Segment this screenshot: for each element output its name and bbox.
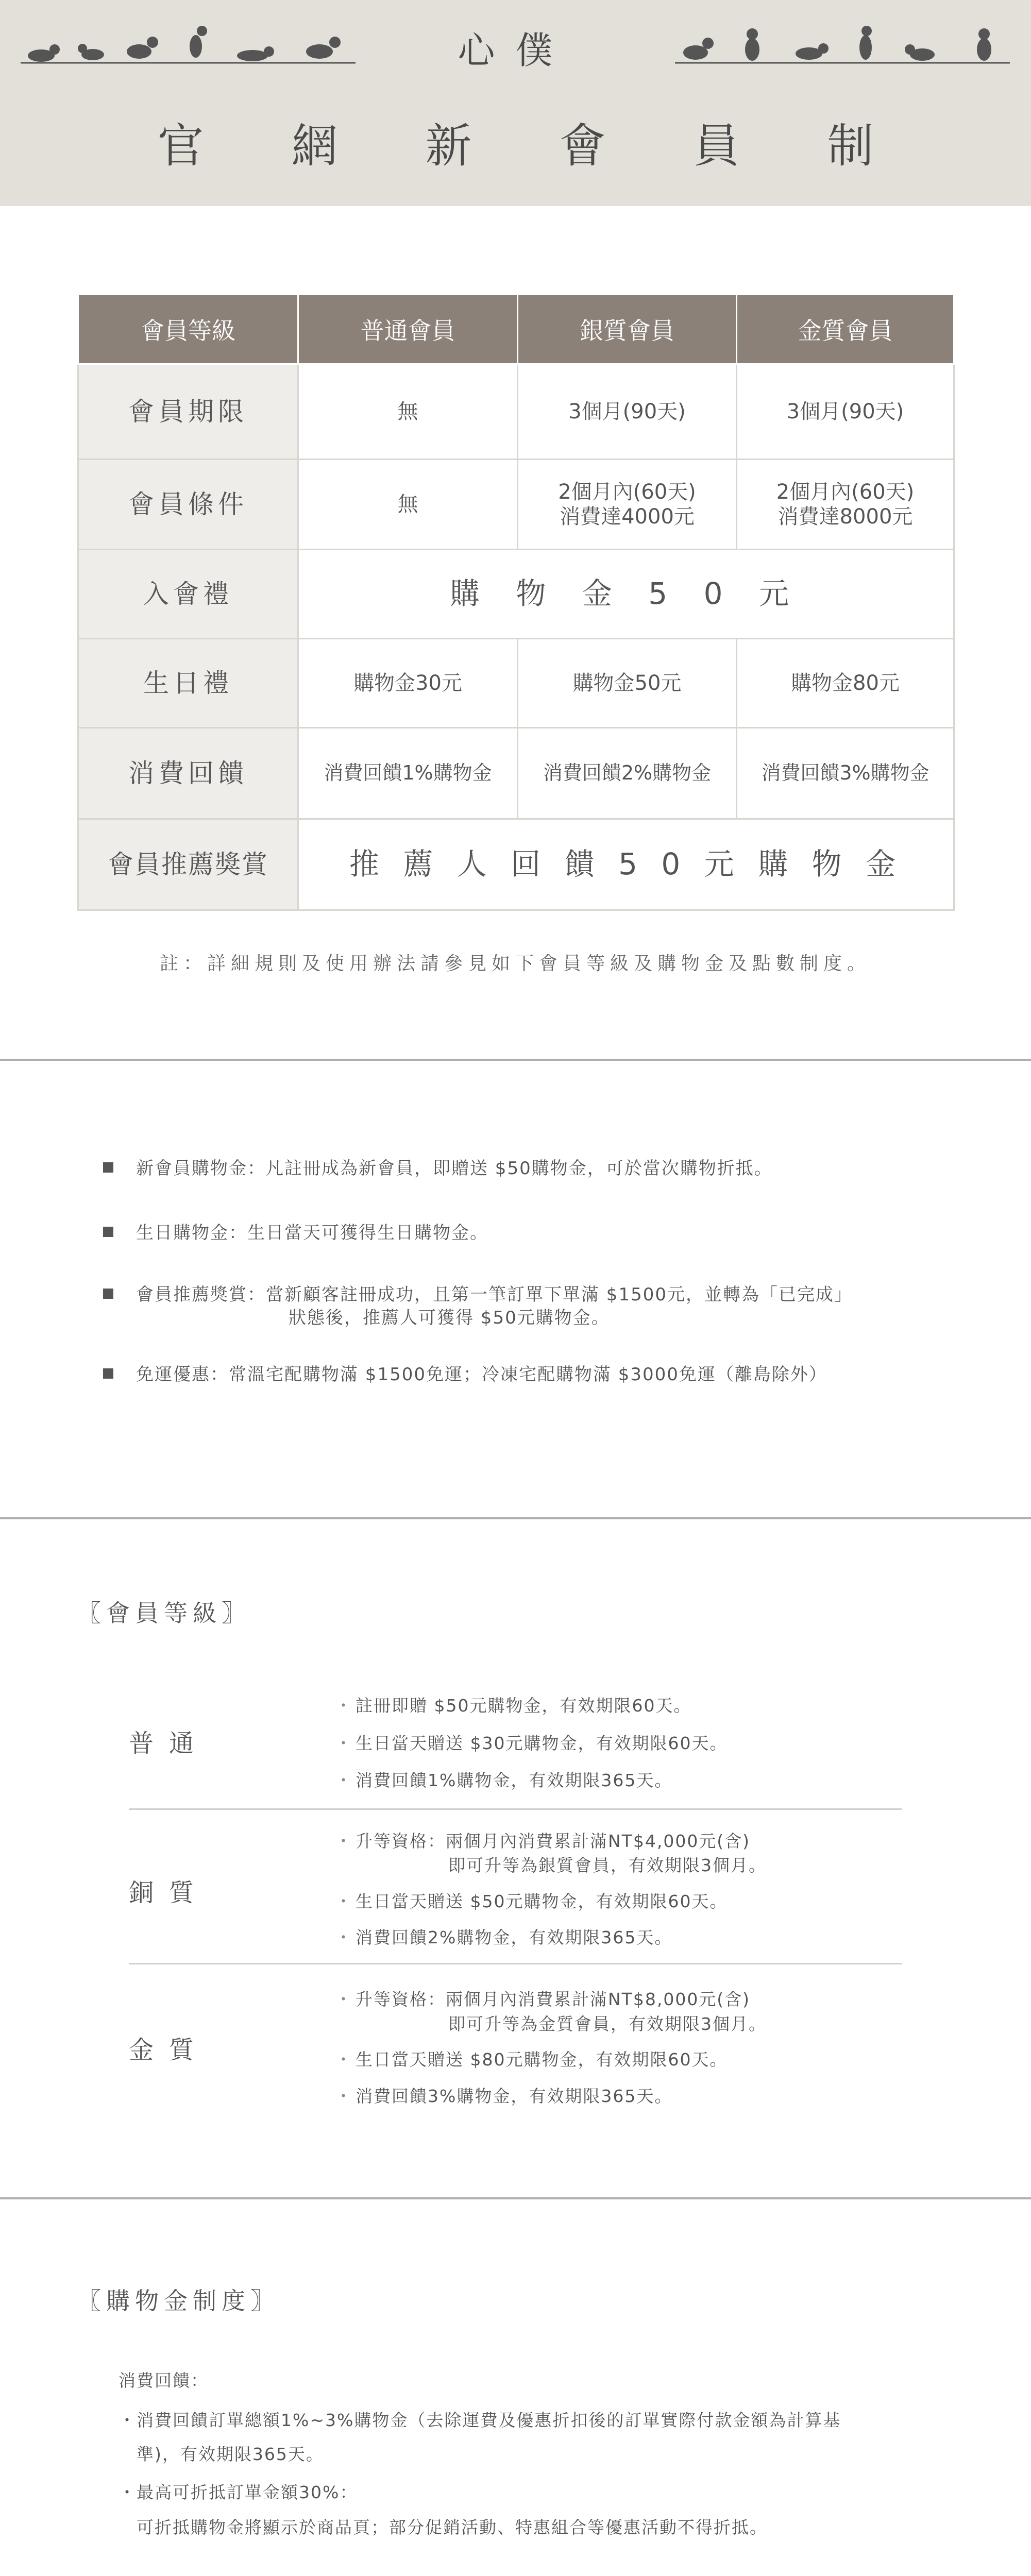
level-divider xyxy=(129,1808,902,1810)
square-bullet-icon xyxy=(103,1289,113,1299)
table-cell: 無 xyxy=(298,460,518,550)
list-item: 會員推薦獎賞：當新顧客註冊成功，且第一筆訂單下單滿 $1500元，並轉為「已完成」 xyxy=(103,1280,853,1306)
list-item: ・ 生日當天贈送 $50元購物金，有效期限60天。 xyxy=(335,1891,728,1911)
table-cell-span: 推 薦 人 回 饋 5 0 元 購 物 金 xyxy=(298,819,954,910)
page-title: 官網新會員制 xyxy=(157,119,961,173)
row-label: 入會禮 xyxy=(78,550,298,639)
square-bullet-icon xyxy=(103,1368,113,1379)
list-item: ・ 消費回饋1%購物金，有效期限365天。 xyxy=(335,1770,673,1790)
row-label: 生日禮 xyxy=(78,639,298,728)
list-item: ・ 升等資格：兩個月內消費累計滿NT$8,000元(含) xyxy=(335,1989,751,2009)
divider xyxy=(0,1059,1031,1061)
level-name: 銅質 xyxy=(129,1878,210,1907)
table-cell: 3個月(90天) xyxy=(737,364,954,460)
table-footnote: 註：詳細規則及使用辦法請參見如下會員等級及購物金及點數制度。 xyxy=(159,953,871,974)
table-header-silver: 銀質會員 xyxy=(518,295,737,364)
row-label: 會員條件 xyxy=(78,460,298,550)
table-row xyxy=(78,364,954,460)
level-divider xyxy=(129,1963,902,1964)
level-name: 金質 xyxy=(129,2036,210,2064)
list-item: 免運優惠：常溫宅配購物滿 $1500免運；冷凍宅配購物滿 $3000免運（離島除外） xyxy=(103,1360,827,1385)
table-cell: 2個月內(60天) 消費達4000元 xyxy=(518,460,737,550)
row-label: 會員推薦獎賞 xyxy=(78,819,298,910)
table-cell: 2個月內(60天) 消費達8000元 xyxy=(737,460,954,550)
square-bullet-icon xyxy=(103,1227,113,1237)
row-label: 消費回饋 xyxy=(78,728,298,819)
section-title-levels: 〖會員等級〗 xyxy=(77,1599,250,1627)
list-item-continuation: 即可升等為金質會員，有效期限3個月。 xyxy=(448,2014,767,2034)
table-header-regular: 普通會員 xyxy=(298,295,518,364)
table-row xyxy=(78,550,954,639)
table-cell: 購物金50元 xyxy=(518,639,737,728)
list-item-continuation: 準)，有效期限365天。 xyxy=(119,2444,324,2464)
list-item: 新會員購物金：凡註冊成為新會員，即贈送 $50購物金，可於當次購物折抵。 xyxy=(103,1154,773,1179)
list-item: ・ 生日當天贈送 $30元購物金，有效期限60天。 xyxy=(335,1733,728,1753)
membership-comparison-table xyxy=(77,294,955,911)
divider xyxy=(0,1517,1031,1519)
row-label: 會員期限 xyxy=(78,364,298,460)
table-row xyxy=(78,819,954,910)
list-item: ・ 註冊即贈 $50元購物金，有效期限60天。 xyxy=(335,1696,692,1716)
section-title-system: 〖購物金制度〗 xyxy=(77,2287,279,2315)
list-item-continuation: 即可升等為銀質會員，有效期限3個月。 xyxy=(448,1855,767,1875)
table-cell: 消費回饋2%購物金 xyxy=(518,728,737,819)
table-row xyxy=(78,728,954,819)
list-item-continuation: 可折抵購物金將顯示於商品頁；部分促銷活動、特惠組合等優惠活動不得折抵。 xyxy=(119,2517,768,2537)
subheading: 消費回饋： xyxy=(119,2370,209,2391)
table-header-level: 會員等級 xyxy=(78,295,298,364)
list-item: ・ 升等資格：兩個月內消費累計滿NT$4,000元(含) xyxy=(335,1831,751,1851)
table-cell: 購物金80元 xyxy=(737,639,954,728)
table-cell: 3個月(90天) xyxy=(518,364,737,460)
list-item-continuation: 狀態後，推薦人可獲得 $50元購物金。 xyxy=(289,1308,610,1328)
brand-name: 心僕 xyxy=(458,29,573,72)
list-item: ・ 生日當天贈送 $80元購物金，有效期限60天。 xyxy=(335,2049,728,2070)
list-item: ・消費回饋訂單總額1%~3%購物金（去除運費及優惠折扣後的訂單實際付款金額為計算基 xyxy=(119,2410,841,2430)
table-row xyxy=(78,639,954,728)
list-item: 生日購物金：生日當天可獲得生日購物金。 xyxy=(103,1218,488,1244)
table-cell: 消費回饋3%購物金 xyxy=(737,728,954,819)
level-name: 普通 xyxy=(129,1729,210,1758)
divider xyxy=(0,2197,1031,2199)
table-header-gold: 金質會員 xyxy=(737,295,954,364)
table-row xyxy=(78,460,954,550)
table-cell-span: 購 物 金 5 0 元 xyxy=(298,550,954,639)
table-cell: 購物金30元 xyxy=(298,639,518,728)
table-cell: 消費回饋1%購物金 xyxy=(298,728,518,819)
list-item: ・最高可折抵訂單金額30%： xyxy=(119,2482,358,2502)
square-bullet-icon xyxy=(103,1162,113,1173)
header-banner xyxy=(0,0,1031,206)
table-cell: 無 xyxy=(298,364,518,460)
list-item: ・ 消費回饋2%購物金，有效期限365天。 xyxy=(335,1927,673,1947)
list-item: ・ 消費回饋3%購物金，有效期限365天。 xyxy=(335,2086,673,2106)
